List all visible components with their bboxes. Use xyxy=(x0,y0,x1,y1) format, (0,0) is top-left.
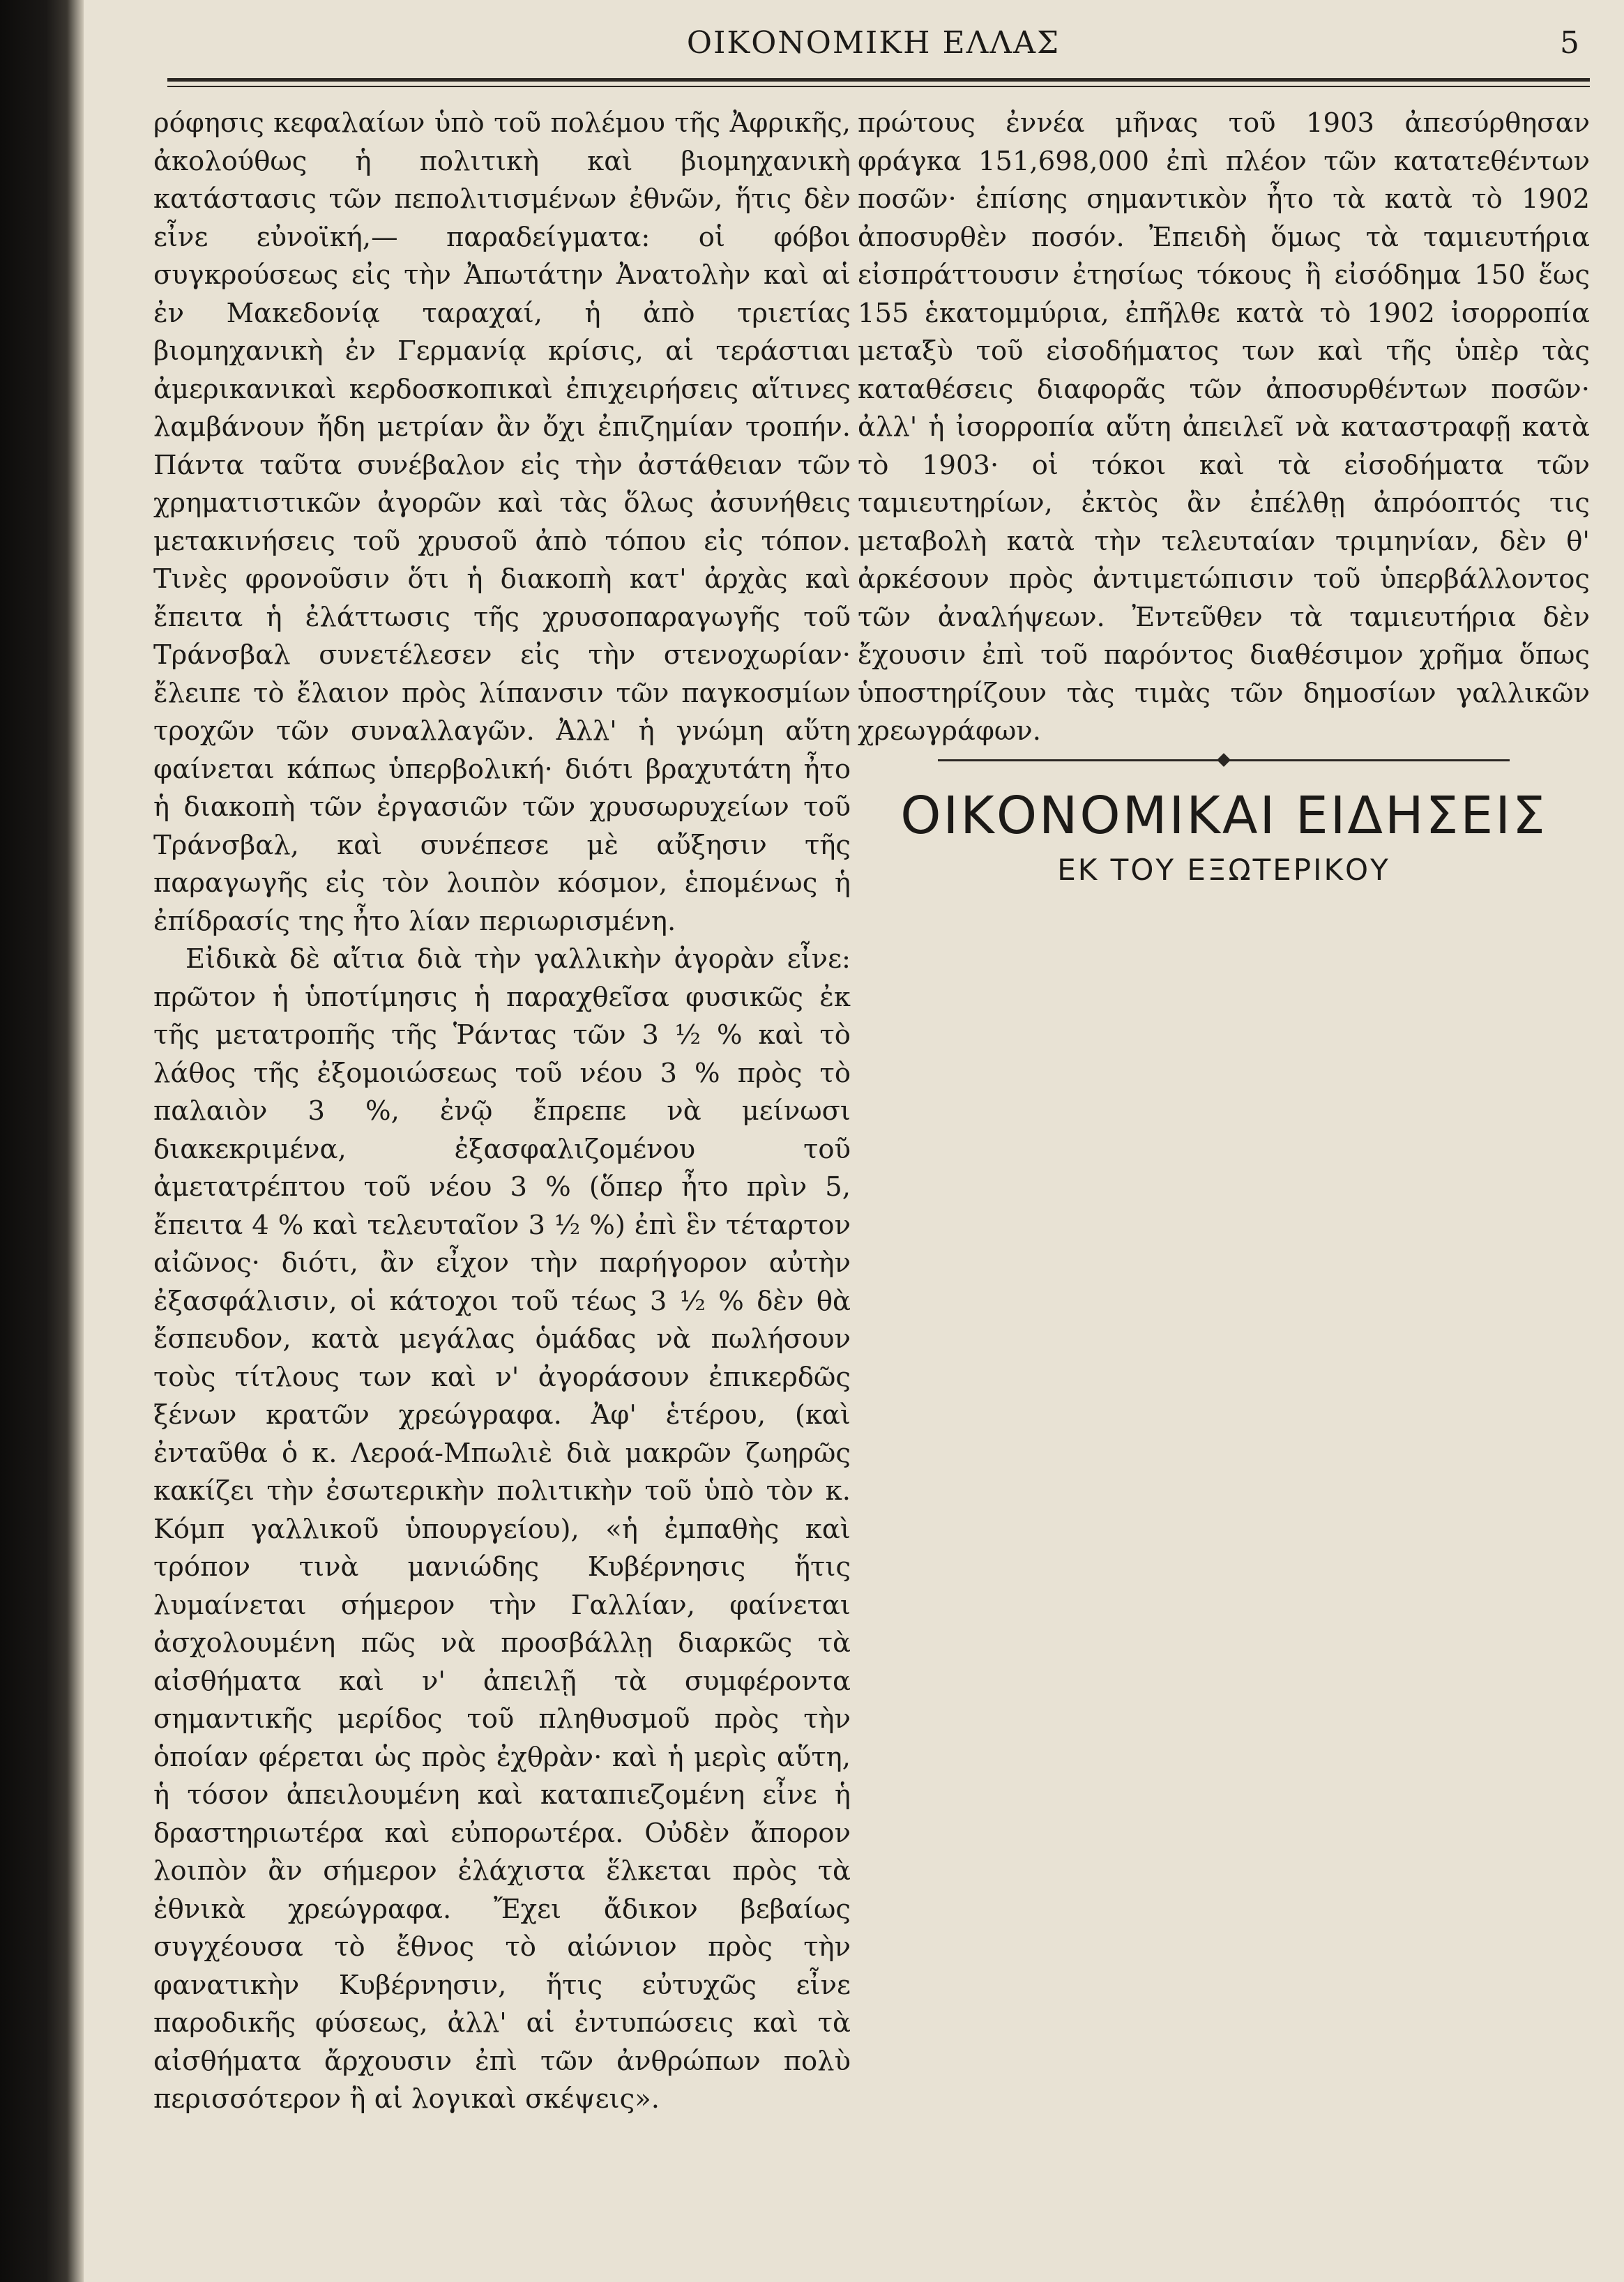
section-title: ΟΙΚΟΝΟΜΙΚΑΙ ΕΙΔΗΣΕΙΣ xyxy=(900,785,1547,846)
article-paragraph: πρώτους ἐννέα μῆνας τοῦ 1903 ἀπεσύρθησαν φράγκα 151,698,000 ἐπὶ πλέον τῶν κατατεθέντων ποσῶν· ἐπίσης σημαντικὸν ἦτο τὰ κατὰ τὸ 1902 ἀποσυρθὲν ποσόν. Ἐπειδὴ ὅμως τὰ ταμιευτήρια εἰσπράττουσιν ἐτησίως τόκους ἢ εἰσόδημα 150 ἕως 155 ἑκατομμύρια, ἐπῆλθε κατὰ τὸ 1902 ἰσορροπία μεταξὺ τοῦ εἰσοδήματος των καὶ τῆς ὑπὲρ τὰς καταθέσεις διαφορᾶς τῶν ἀποσυρθέντων ποσῶν· ἀλλ' ἡ ἰσορροπία αὕτη ἀπειλεῖ νὰ καταστραφῇ κατὰ τὸ 1903· οἱ τόκοι καὶ τὰ εἰσοδήματα τῶν ταμιευτηρίων, ἐκτὸς ἂν ἐπέλθῃ ἀπρόοπτός τις μεταβολὴ κατὰ τὴν τελευταίαν τριμηνίαν, δὲν θ' ἀρκέσουν πρὸς ἀντιμετώπισιν τοῦ ὑπερβάλλοντος τῶν ἀναλήψεων. Ἐντεῦθεν τὰ ταμιευτήρια δὲν ἔχουσιν ἐπὶ τοῦ παρόντος διαθέσιμον χρῆμα ὅπως ὑποστηρίζουν τὰς τιμὰς τῶν δημοσίων γαλλικῶν χρεωγράφων. xyxy=(858,107,1590,747)
journal-title: ΟΙΚΟΝΟΜΙΚΗ ΕΛΛΑΣ xyxy=(686,25,1061,61)
section-subtitle: ΕΚ ΤΟΥ ΕΞΩΤΕΡΙΚΟΥ xyxy=(1057,852,1390,887)
page-header xyxy=(160,25,1586,74)
left-column xyxy=(153,105,851,2119)
page-number: 5 xyxy=(1560,25,1579,61)
header-rule xyxy=(167,78,1590,87)
right-column xyxy=(858,105,1590,915)
article-paragraph: Εἰδικὰ δὲ αἴτια διὰ τὴν γαλλικὴν ἀγορὰν εἶνε: πρῶτον ἡ ὑποτίμησις ἡ παραχθεῖσα φυσικῶς ἐκ τῆς μετατροπῆς τῆς Ῥάντας τῶν 3 ½ % καὶ τὸ λάθος τῆς ἐξομοιώσεως τοῦ νέου 3 % πρὸς τὸ παλαιὸν 3 %, ἐνῷ ἔπρεπε νὰ μείνωσι διακεκριμένα, ἐξασφαλιζομένου τοῦ ἀμετατρέπτου τοῦ νέου 3 % (ὅπερ ἦτο πρὶν 5, ἔπειτα 4 % καὶ τελευταῖον 3 ½ %) ἐπὶ ἓν τέταρτον αἰῶνος· διότι, ἂν εἶχον τὴν παρήγορον αὐτὴν ἐξασφάλισιν, οἱ κάτοχοι τοῦ τέως 3 ½ % δὲν θὰ ἔσπευδον, κατὰ μεγάλας ὁμάδας νὰ πωλήσουν τοὺς τίτλους των καὶ ν' ἀγοράσουν ἐπικερδῶς ξένων κρατῶν χρεώγραφα. Ἀφ' ἑτέρου, (καὶ ἐνταῦθα ὁ κ. Λεροά-Μπωλιὲ διὰ μακρῶν ζωηρῶς κακίζει τὴν ἐσωτερικὴν πολιτικὴν τοῦ ὑπὸ τὸν κ. Κόμπ γαλλικοῦ ὑπουργείου), «ἡ ἐμπαθὴς καὶ τρόπον τινὰ μανιώδης Κυβέρνησις ἥτις λυμαίνεται σήμερον τὴν Γαλλίαν, φαίνεται ἀσχολουμένη πῶς νὰ προσβάλλῃ διαρκῶς τὰ αἰσθήματα καὶ ν' ἀπειλῇ τὰ συμφέροντα σημαντικῆς μερίδος τοῦ πληθυσμοῦ πρὸς τὴν ὁποίαν φέρεται ὡς πρὸς ἐχθρὰν· καὶ ἡ μερὶς αὕτη, ἡ τόσον ἀπειλουμένη καὶ καταπιεζομένη εἶνε ἡ δραστηριωτέρα καὶ εὐπορωτέρα. Οὐδὲν ἄπορον λοιπὸν ἂν σήμερον ἐλάχιστα ἕλκεται πρὸς τὰ ἐθνικὰ χρεώγραφα. Ἔχει ἄδικον βεβαίως συγχέουσα τὸ ἔθνος τὸ αἰώνιον πρὸς τὴν φανατικὴν Κυβέρνησιν, ἥτις εὐτυχῶς εἶνε παροδικῆς φύσεως, ἀλλ' αἱ ἐντυπώσεις καὶ τὰ αἰσθήματα ἄρχουσιν ἐπὶ τῶν ἀνθρώπων πολὺ περισσότερον ἢ αἱ λογικαὶ σκέψεις». xyxy=(153,943,851,2115)
section-divider xyxy=(938,759,1510,761)
book-binding-edge xyxy=(0,0,84,2282)
newspaper-page xyxy=(105,0,1624,2282)
article-paragraph: ρόφησις κεφαλαίων ὑπὸ τοῦ πολέμου τῆς Ἀφρικῆς, ἀκολούθως ἡ πολιτικὴ καὶ βιομηχανικὴ κατάστασις τῶν πεπολιτισμένων ἐθνῶν, ἥτις δὲν εἶνε εὐνοϊκή,— παραδείγματα: οἱ φόβοι συγκρούσεως εἰς τὴν Ἀπωτάτην Ἀνατολὴν καὶ αἱ ἐν Μακεδονίᾳ ταραχαί, ἡ ἀπὸ τριετίας βιομηχανικὴ ἐν Γερμανίᾳ κρίσις, αἱ τεράστιαι ἀμερικανικαὶ κερδοσκοπικαὶ ἐπιχειρήσεις αἵτινες λαμβάνουν ἤδη μετρίαν ἂν ὄχι ἐπιζημίαν τροπήν. Πάντα ταῦτα συνέβαλον εἰς τὴν ἀστάθειαν τῶν χρηματιστικῶν ἀγορῶν καὶ τὰς ὅλως ἀσυνήθεις μετακινήσεις τοῦ χρυσοῦ ἀπὸ τόπου εἰς τόπον. Τινὲς φρονοῦσιν ὅτι ἡ διακοπὴ κατ' ἀρχὰς καὶ ἔπειτα ἡ ἐλάττωσις τῆς χρυσοπαραγωγῆς τοῦ Τράνσβαλ συνετέλεσεν εἰς τὴν στενοχωρίαν· ἔλειπε τὸ ἔλαιον πρὸς λίπανσιν τῶν παγκοσμίων τροχῶν τῶν συναλλαγῶν. Ἀλλ' ἡ γνώμη αὕτη φαίνεται κάπως ὑπερβολική· διότι βραχυτάτη ἦτο ἡ διακοπὴ τῶν ἐργασιῶν τῶν χρυσωρυχείων τοῦ Τράνσβαλ, καὶ συνέπεσε μὲ αὔξησιν τῆς παραγωγῆς εἰς τὸν λοιπὸν κόσμον, ἑπομένως ἡ ἐπίδρασίς της ἦτο λίαν περιωρισμένη. xyxy=(153,107,851,937)
